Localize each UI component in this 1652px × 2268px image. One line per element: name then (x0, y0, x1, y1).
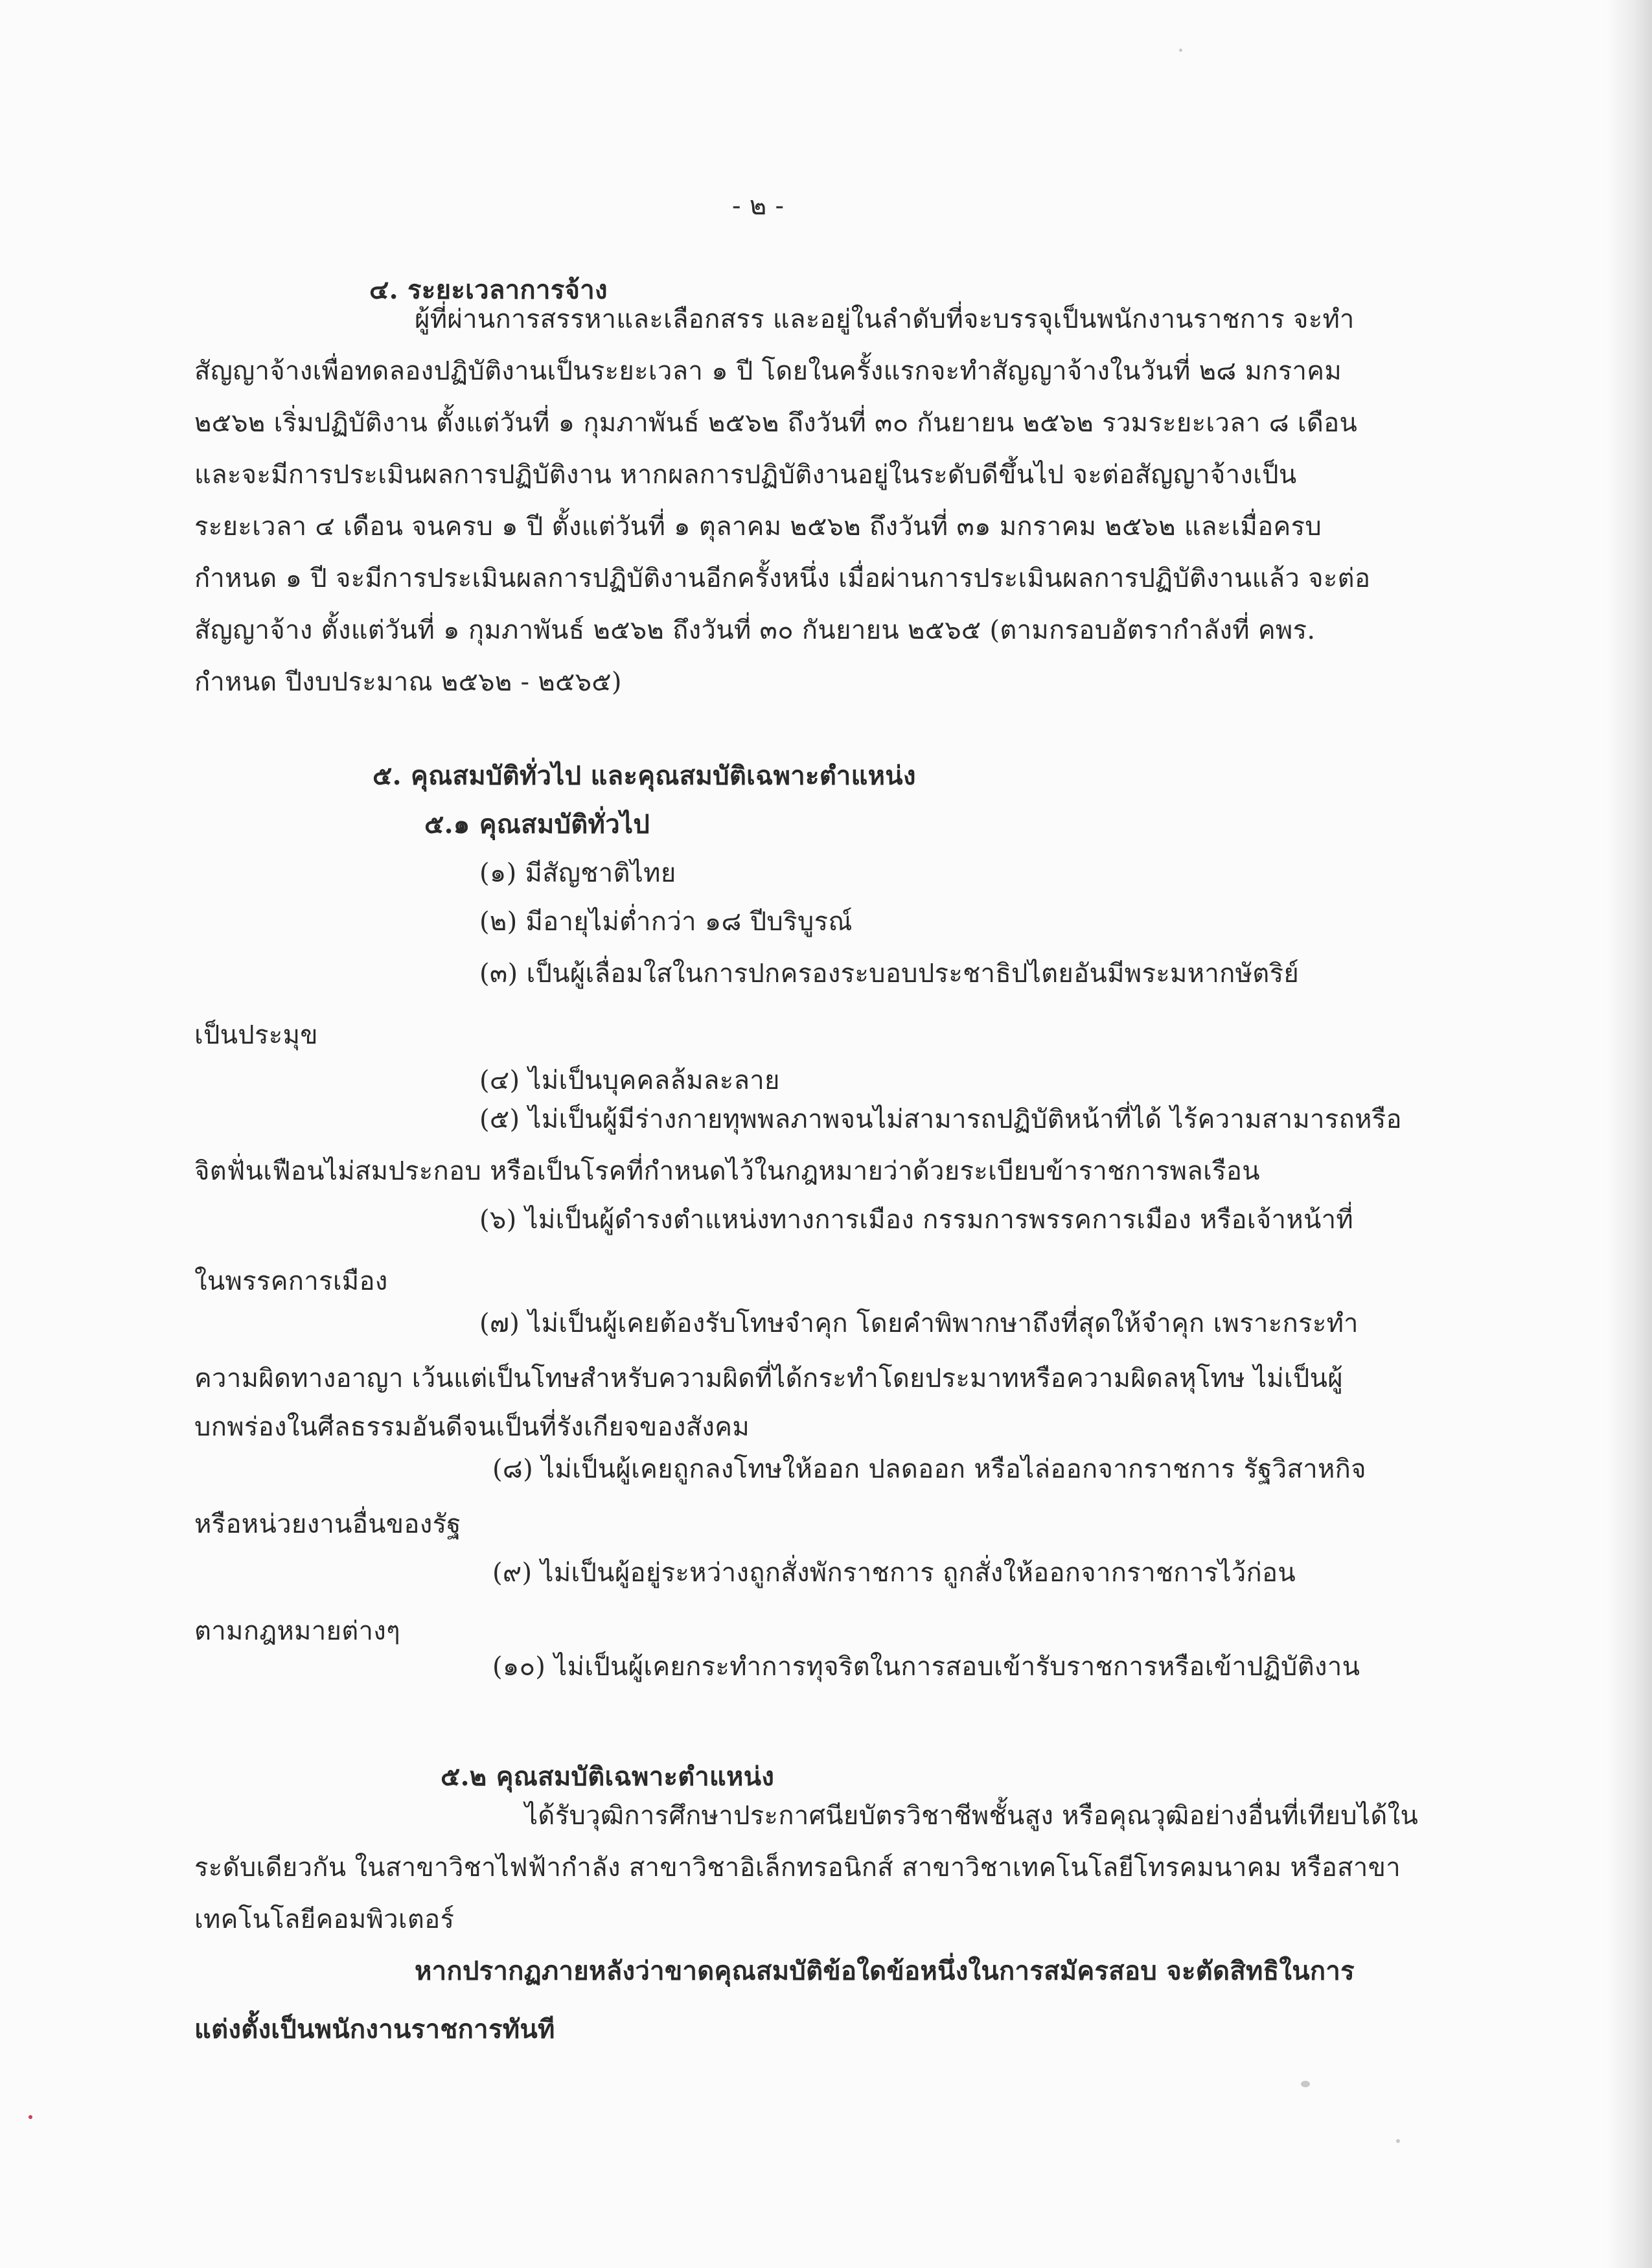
disqualification-notice-line: แต่งตั้งเป็นพนักงานราชการทันที (194, 2014, 555, 2045)
disqualification-notice-line: หากปรากฏภายหลังว่าขาดคุณสมบัติข้อใดข้อหนึ่งในการสมัครสอบ จะตัดสิทธิในการ (415, 1956, 1355, 1986)
qualification-item-continued: บกพร่องในศีลธรรมอันดีจนเป็นที่รังเกียจของสังคม (194, 1412, 750, 1442)
qualification-item: (๓) เป็นผู้เลื่อมใสในการปกครองระบอบประชาธิปไตยอันมีพระมหากษัตริย์ (479, 959, 1300, 989)
section-5-1-heading: ๕.๑ คุณสมบัติทั่วไป (424, 809, 650, 840)
qualification-item: (๘) ไม่เป็นผู้เคยถูกลงโทษให้ออก ปลดออก หรือไล่ออกจากราชการ รัฐวิสาหกิจ (492, 1454, 1366, 1484)
qualification-item: (๑) มีสัญชาติไทย (479, 858, 676, 888)
qualification-item-continued: เป็นประมุข (194, 1020, 318, 1050)
qualification-item-continued: ความผิดทางอาญา เว้นแต่เป็นโทษสำหรับความผิดที่ได้กระทำโดยประมาทหรือความผิดลหุโทษ ไม่เป็นผู้ (194, 1364, 1344, 1393)
section-4-paragraph-line: และจะมีการประเมินผลการปฏิบัติงาน หากผลการปฏิบัติงานอยู่ในระดับดีขึ้นไป จะต่อสัญญาจ้างเป็น (194, 460, 1297, 490)
section-4-paragraph-line: ผู้ที่ผ่านการสรรหาและเลือกสรร และอยู่ในลำดับที่จะบรรจุเป็นพนักงานราชการ จะทำ (415, 304, 1355, 334)
specific-qualification-line: ได้รับวุฒิการศึกษาประกาศนียบัตรวิชาชีพชั้นสูง หรือคุณวุฒิอย่างอื่นที่เทียบได้ใน (525, 1801, 1419, 1831)
qualification-item: (๗) ไม่เป็นผู้เคยต้องรับโทษจำคุก โดยคำพิพากษาถึงที่สุดให้จำคุก เพราะกระทำ (479, 1309, 1359, 1338)
qualification-item: (๑๐) ไม่เป็นผู้เคยกระทำการทุจริตในการสอบเข้ารับราชการหรือเข้าปฏิบัติงาน (492, 1652, 1360, 1682)
section-5-2-heading: ๕.๒ คุณสมบัติเฉพาะตำแหน่ง (441, 1761, 775, 1792)
scan-speck (1301, 2081, 1310, 2087)
section-4-paragraph-line: สัญญาจ้าง ตั้งแต่วันที่ ๑ กุมภาพันธ์ ๒๕๖๒ ถึงวันที่ ๓๐ กันยายน ๒๕๖๕ (ตามกรอบอัตรากำลังที่ คพร. (194, 615, 1316, 645)
section-5-heading: ๕. คุณสมบัติทั่วไป และคุณสมบัติเฉพาะตำแหน่ง (373, 761, 916, 791)
section-4-paragraph-line: กำหนด ปีงบประมาณ ๒๕๖๒ - ๒๕๖๕) (194, 667, 622, 697)
section-4-paragraph-line: ๒๕๖๒ เริ่มปฏิบัติงาน ตั้งแต่วันที่ ๑ กุมภาพันธ์ ๒๕๖๒ ถึงวันที่ ๓๐ กันยายน ๒๕๖๒ รวมระยะเวลา ๘ เดือน (194, 408, 1358, 438)
qualification-item: (๖) ไม่เป็นผู้ดำรงตำแหน่งทางการเมือง กรรมการพรรคการเมือง หรือเจ้าหน้าที่ (479, 1205, 1354, 1235)
scan-speck (29, 2115, 32, 2119)
scan-speck (1179, 49, 1182, 52)
page-edge-shadow (1607, 0, 1652, 2268)
qualification-item-continued: ตามกฎหมายต่างๆ (194, 1616, 400, 1646)
scan-speck (1396, 2139, 1400, 2143)
qualification-item-continued: ในพรรคการเมือง (194, 1266, 388, 1296)
section-4-paragraph-line: สัญญาจ้างเพื่อทดลองปฏิบัติงานเป็นระยะเวลา ๑ ปี โดยในครั้งแรกจะทำสัญญาจ้างในวันที่ ๒๘ มกราคม (194, 356, 1342, 386)
qualification-item: (๔) ไม่เป็นบุคคลล้มละลาย (479, 1066, 780, 1095)
specific-qualification-line: ระดับเดียวกัน ในสาขาวิชาไฟฟ้ากำลัง สาขาวิชาอิเล็กทรอนิกส์ สาขาวิชาเทคโนโลยีโทรคมนาคม หรือสาขา (194, 1853, 1401, 1883)
qualification-item-continued: หรือหน่วยงานอื่นของรัฐ (194, 1509, 461, 1539)
qualification-item: (๕) ไม่เป็นผู้มีร่างกายทุพพลภาพจนไม่สามารถปฏิบัติหน้าที่ได้ ไร้ความสามารถหรือ (479, 1105, 1402, 1134)
qualification-item: (๒) มีอายุไม่ต่ำกว่า ๑๘ ปีบริบูรณ์ (479, 907, 853, 937)
qualification-item-continued: จิตฟั่นเฟือนไม่สมประกอบ หรือเป็นโรคที่กำหนดไว้ในกฎหมายว่าด้วยระเบียบข้าราชการพลเรือน (194, 1156, 1260, 1186)
section-4-paragraph-line: กำหนด ๑ ปี จะมีการประเมินผลการปฏิบัติงานอีกครั้งหนึ่ง เมื่อผ่านการประเมินผลการปฏิบัติงานแล้ว จะต่อ (194, 564, 1371, 593)
section-4-paragraph-line: ระยะเวลา ๔ เดือน จนครบ ๑ ปี ตั้งแต่วันที่ ๑ ตุลาคม ๒๕๖๒ ถึงวันที่ ๓๑ มกราคม ๒๕๖๒ และเมื่อครบ (194, 512, 1322, 542)
page-number: - ๒ - (732, 191, 785, 221)
section-4-heading: ๔. ระยะเวลาการจ้าง (369, 275, 608, 305)
qualification-item: (๙) ไม่เป็นผู้อยู่ระหว่างถูกสั่งพักราชการ ถูกสั่งให้ออกจากราชการไว้ก่อน (492, 1558, 1296, 1588)
specific-qualification-line: เทคโนโลยีคอมพิวเตอร์ (194, 1905, 455, 1934)
